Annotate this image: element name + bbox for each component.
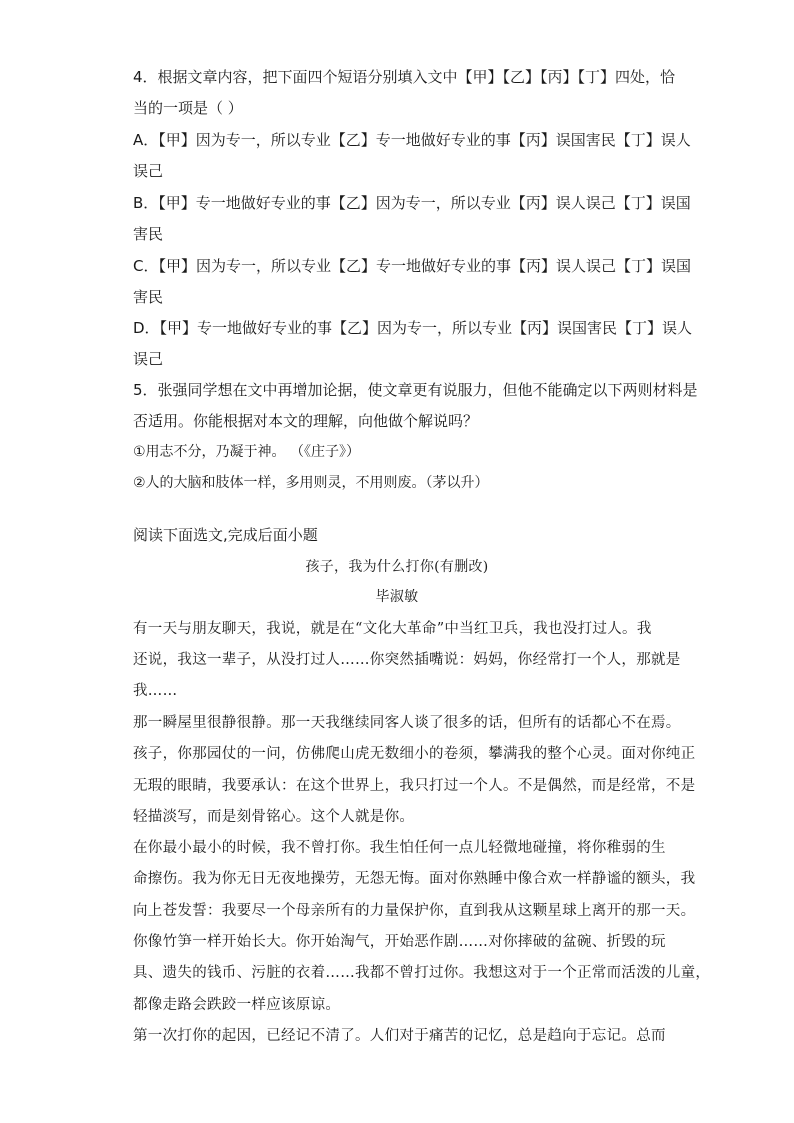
article-line: 命擦伤。我为你无日无夜地操劳，无怨无悔。面对你熟睡中像合欢一样静谧的额头，我 <box>133 871 696 887</box>
article-line: 具、遗失的钱币、污脏的衣着……我都不曾打过你。我想这对于一个正常而活泼的儿童， <box>133 965 711 981</box>
reading-instruction: 阅读下面选文,完成后面小题 <box>133 526 318 544</box>
option-d-line-1: D．【甲】专一地做好专业的事【乙】因为专一，所以专业【丙】误国害民【丁】误人 <box>133 319 693 337</box>
article-line: 轻描淡写，而是刻骨铭心。这个人就是你。 <box>133 809 415 825</box>
article-line: 你像竹笋一样开始长大。你开始淘气，开始恶作剧……对你摔破的盆碗、折毁的玩 <box>133 934 666 950</box>
option-d-line-2: 误己 <box>133 350 164 368</box>
article-author: 毕淑敏 <box>375 589 419 605</box>
option-b-line-2: 害民 <box>133 225 164 243</box>
article-line: 孩子，你那园仗的一问，仿佛爬山虎无数细小的卷须，攀满我的整个心灵。面对你纯正 <box>133 746 696 762</box>
article-line: 有一天与朋友聊天，我说，就是在“文化大革命”中当红卫兵，我也没打过人。我 <box>133 621 652 637</box>
article-line: 我…… <box>133 683 178 699</box>
article-title: 孩子，我为什么打你(有删改) <box>305 559 489 575</box>
option-a-line-2: 误己 <box>133 162 164 180</box>
question-5-line-1: 5．张强同学想在文中再增加论据，使文章更有说服力，但他不能确定以下两则材料是 <box>133 381 698 399</box>
question-5-line-2: 否适用。你能根据对本文的理解，向他做个解说吗？ <box>133 412 479 430</box>
article-line: 都像走路会跌跤一样应该原谅。 <box>133 997 341 1013</box>
article-line: 那一瞬屋里很静很静。那一天我继续同客人谈了很多的话，但所有的话都心不在焉。 <box>133 715 681 731</box>
material-1: ①用志不分，乃凝于神。 （《庄子》） <box>133 444 360 460</box>
article-line: 在你最小最小的时候，我不曾打你。我生怕任何一点儿轻微地碰撞，将你稚弱的生 <box>133 840 666 856</box>
option-c-line-1: C．【甲】因为专一，所以专业【乙】专一地做好专业的事【丙】误人误己【丁】误国 <box>133 257 691 275</box>
option-b-line-1: B．【甲】专一地做好专业的事【乙】因为专一，所以专业【丙】误人误己【丁】误国 <box>133 194 691 212</box>
article-line: 第一次打你的起因，已经记不清了。人们对于痛苦的记忆，总是趋向于忘记。总而 <box>133 1028 666 1044</box>
question-4-line-1: 4．根据文章内容，把下面四个短语分别填入文中【甲】【乙】【丙】【丁】四处，恰 <box>133 68 676 86</box>
article-line: 无瑕的眼睛，我要承认：在这个世界上，我只打过一个人。不是偶然，而是经常，不是 <box>133 778 696 794</box>
option-a-line-1: A．【甲】因为专一，所以专业【乙】专一地做好专业的事【丙】误国害民【丁】误人 <box>133 131 691 149</box>
material-2: ②人的大脑和肢体一样，多用则灵，不用则废。（茅以升） <box>133 475 489 491</box>
option-c-line-2: 害民 <box>133 288 164 306</box>
question-4-line-2: 当的一项是（ ） <box>133 99 243 117</box>
article-line: 还说，我这一辈子，从没打过人……你突然插嘴说：妈妈，你经常打一个人，那就是 <box>133 652 681 668</box>
article-line: 向上苍发誓：我要尽一个母亲所有的力量保护你，直到我从这颗星球上离开的那一天。 <box>133 903 696 919</box>
